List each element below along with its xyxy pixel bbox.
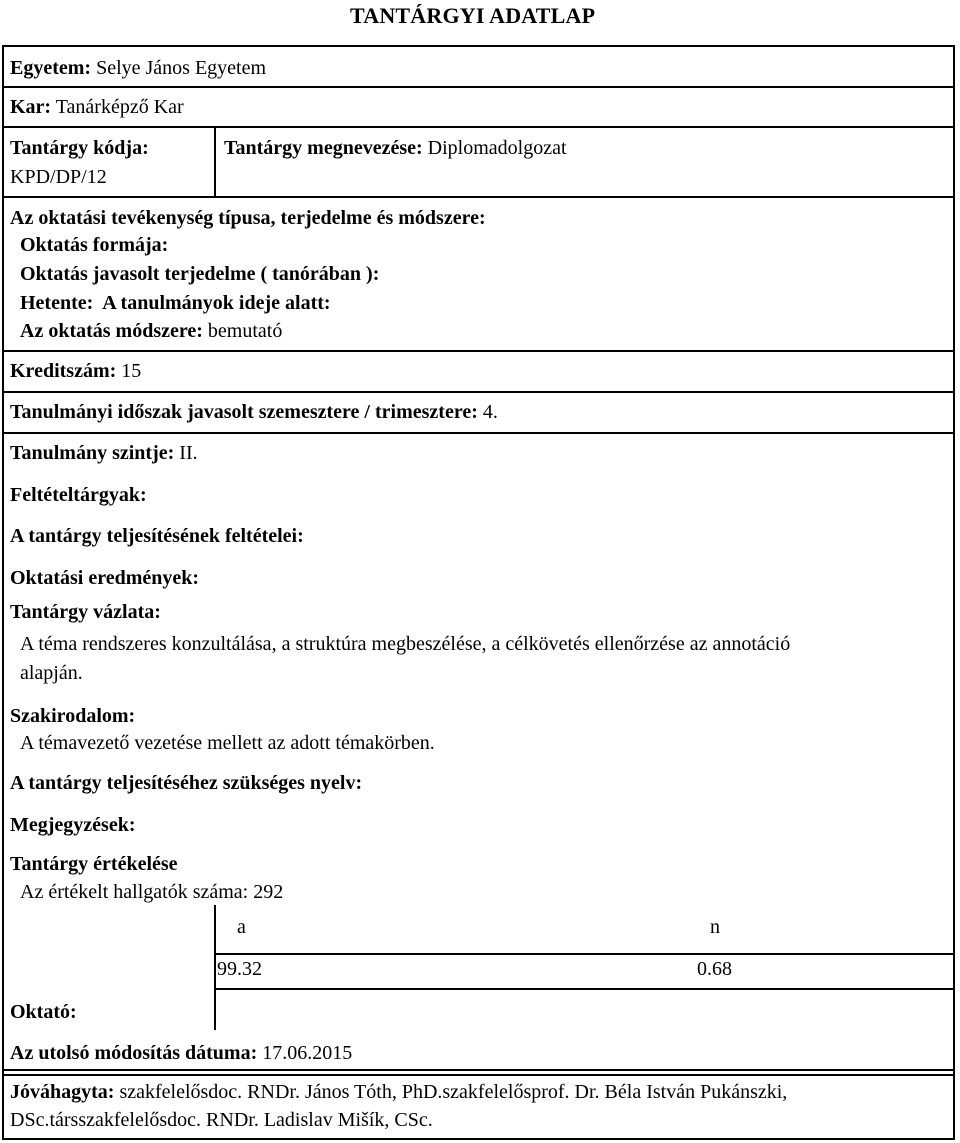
level-row: Tanulmány szintje: II. [10,442,198,464]
divider [2,196,955,198]
divider [2,126,955,128]
page-title: TANTÁRGYI ADATLAP [350,3,596,28]
conditions-label: A tantárgy teljesítésének feltételei: [10,525,304,547]
course-code-value: KPD/DP/12 [10,166,107,188]
approval-line1: Jóváhagyta: szakfelelősdoc. RNDr. János Tóth, PhD.szakfelelősprof. Dr. Béla István Pukánszki, [10,1081,788,1103]
university-row: Egyetem: Selye János Egyetem [10,57,267,79]
divider [2,391,955,393]
course-name-row: Tantárgy megnevezése: Diplomadolgozat [224,137,567,159]
divider [214,126,216,197]
eval-table-rule [214,953,955,955]
literature-text: A témavezető vezetése mellett az adott témakörben. [20,732,435,754]
activity-method-row: Az oktatás módszere: bemutató [20,320,283,342]
activity-heading: Az oktatási tevékenység típusa, terjedelme és módszere: [10,207,486,229]
credits-row: Kreditszám: 15 [10,360,142,382]
literature-label: Szakirodalom: [10,705,136,727]
language-label: A tantárgy teljesítéséhez szükséges nyelv: [10,772,363,794]
activity-weekly-row: Hetente: A tanulmányok ideje alatt: [20,292,331,314]
activity-form-label: Oktatás formája: [20,234,169,256]
eval-table-rule [214,988,955,990]
outline-text-line2: alapján. [20,662,83,684]
evaluation-heading: Tantárgy értékelése [10,853,178,875]
eval-value-a: 99.32 [217,958,262,980]
outcomes-label: Oktatási eredmények: [10,567,200,589]
eval-value-n: 0.68 [697,958,732,980]
eval-col-a-header: a [237,916,246,938]
lecturer-label: Oktató: [10,1001,77,1023]
outline-text-line1: A téma rendszeres konzultálása, a struktúra megbeszélése, a célkövetés ellenőrzése az annotáció [20,633,791,655]
divider [2,350,955,352]
divider [2,86,955,88]
eval-col-n-header: n [710,916,720,938]
prerequisites-label: Feltételtárgyak: [10,484,147,506]
faculty-row: Kar: Tanárképző Kar [10,96,184,118]
evaluation-students-row: Az értékelt hallgatók száma: 292 [20,881,284,903]
notes-label: Megjegyzések: [10,814,136,836]
activity-scope-label: Oktatás javasolt terjedelme ( tanórában ): [20,263,380,285]
outline-label: Tantárgy vázlata: [10,601,161,623]
course-code-label: Tantárgy kódja: [10,137,149,159]
last-modified-row: Az utolsó módosítás dátuma: 17.06.2015 [10,1042,353,1064]
divider [2,1069,955,1071]
divider [2,1074,955,1076]
eval-table-rule [214,905,216,1030]
divider [2,432,955,434]
semester-row: Tanulmányi időszak javasolt szemesztere / trimesztere: 4. [10,401,498,423]
approval-line2: DSc.társszakfelelősdoc. RNDr. Ladislav Mišík, CSc. [10,1109,433,1131]
